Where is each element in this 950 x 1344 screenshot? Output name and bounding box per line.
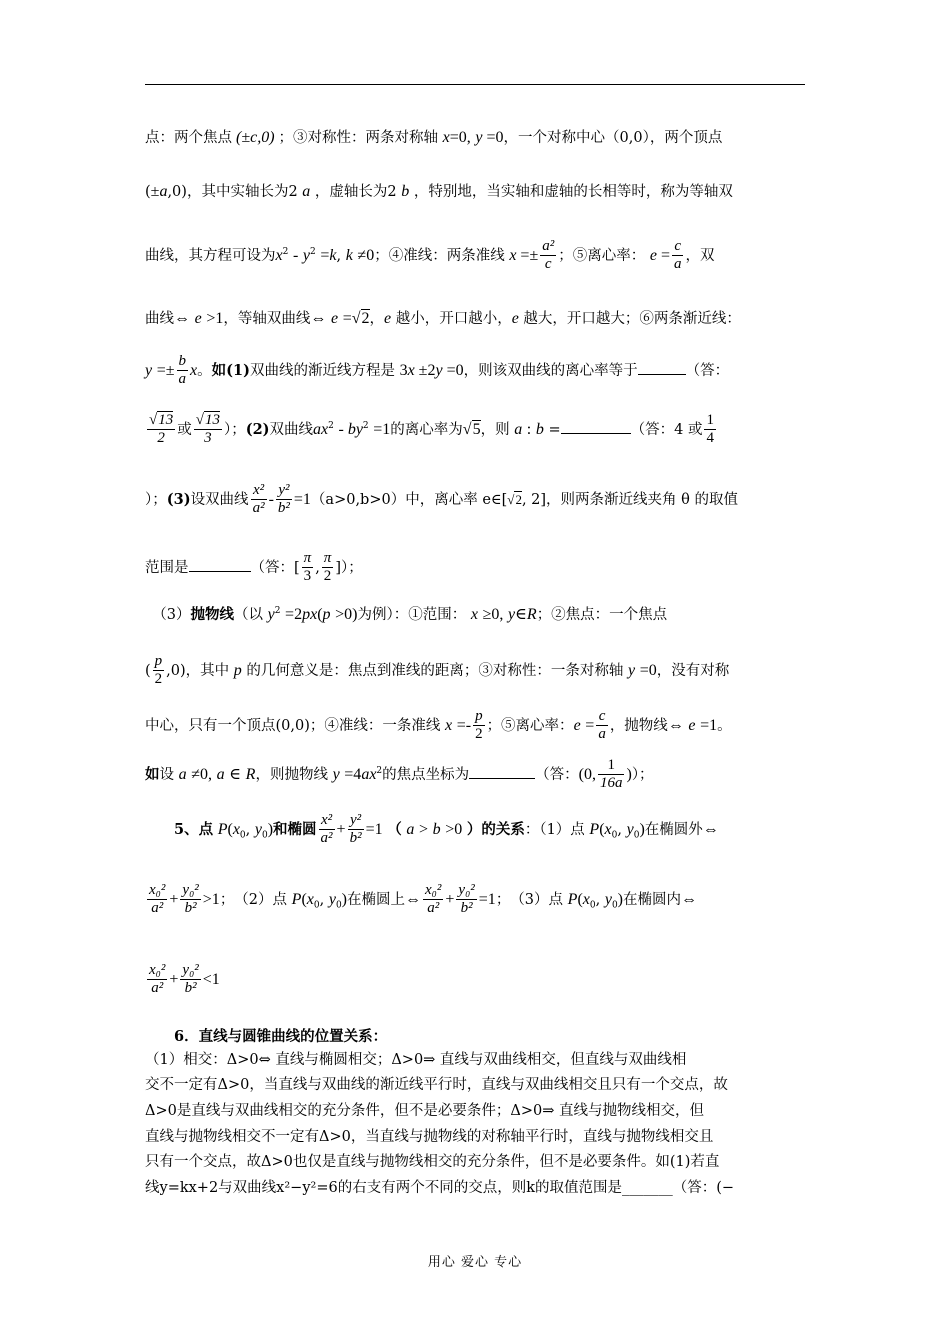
text-line: 范围是 （答：[ $\frac{\pi}{3}$ , $\frac{\pi}{2}$ ]）； [145, 550, 363, 585]
text-line: （3）抛物线（以 $y^2 =2px(p >0)$为例）：①范围： x ≥0, y∈R；②焦点：一个焦点 [145, 606, 668, 623]
text-line: 5、点 $P(x_0$, $y_0$)和椭圆 $\frac{\text{x²}}{\text{a²}}$ + $\frac{\text{y²}}{\text{b²}}$ =1 （ a > b >0 ）的关系：（1）点 $P(x_0$, $y_0$)在椭圆外⇔ [174, 812, 719, 847]
text-line: 点：两个焦点 (±c,0) ；③对称性：两条对称轴 x=0, y =0，一个对称中心（0,0），两个顶点 [145, 129, 723, 146]
text-line: 中心，只有一个顶点(0,0)；④准线：一条准线 x =- $\frac{p}{2}$ ；⑤离心率：e = $\frac{c}{a}$ ，抛物线⇔ e =1。 [145, 708, 732, 743]
text-line: 如设 a ≠0, a ∈ R，则抛物线 $y =4ax^2$的焦点坐标为 （答：(0, $\frac{1}{16a}$ )）； [145, 757, 654, 792]
text-line: 曲线，其方程可设为$x^2 - y^2 =k$, k ≠0；④准线：两条准线 x =± $\frac{\text{a²}}{c}$ ；⑤离心率： e = $\frac{c}{a}$ ，双 [145, 238, 715, 273]
text-line: (±a,0)，其中实轴长为2 a ，虚轴长为2 b ，特别地，当实轴和虚轴的长相等时，称为等轴双 [145, 183, 733, 200]
text-line: 曲线⇔ e >1，等轴双曲线⇔ e =√2，e 越小，开口越小，e 越大，开口越大；⑥两条渐近线： [145, 310, 741, 327]
text-line: （1）相交：Δ>0⇔ 直线与椭圆相交；Δ>0⇒ 直线与双曲线相交，但直线与双曲线相 [145, 1052, 687, 1068]
text-line: 交不一定有Δ>0，当直线与双曲线的渐近线平行时，直线与双曲线相交且只有一个交点，故 [145, 1077, 728, 1093]
section-heading: 6．直线与圆锥曲线的位置关系： [145, 1028, 388, 1045]
text-line: $\frac{\text{x₀²}}{\text{a²}}$ + $\frac{\text{y₀²}}{\text{b²}}$ >1； （2）点 $P(x_0$, $y_0$)在椭圆上⇔ $\frac{\text{x₀²}}{\text{a²}}$ + $\frac{\text{y₀²}}{\text{b²}}$ =1； （3）点 $P(x_0$, $y_0$)在椭圆内⇔ [149, 882, 697, 917]
text-line: 只有一个交点，故Δ>0也仅是直线与抛物线相交的充分条件，但不是必要条件。如(1)若直 [145, 1154, 720, 1170]
page-footer: 用心 爱心 专心 [427, 1255, 523, 1270]
text-line: 直线与抛物线相交不一定有Δ>0，当直线与抛物线的对称轴平行时，直线与抛物线相交且 [145, 1129, 714, 1145]
text-line: $\frac{√13}{2}$ 或 $\frac{√13}{3}$ ）；(2)双曲线$ax^2 - by^2 =1$的离心率为√5，则 a : b = （答：4 或 $\frac{1}{4}$ [149, 412, 714, 447]
text-line: $\frac{\text{x₀²}}{\text{a²}}$ + $\frac{\text{y₀²}}{\text{b²}}$ <1 [149, 962, 220, 997]
text-line: y =± $\frac{b}{a}$ x。如(1)双曲线的渐近线方程是 3x ±2y =0，则该双曲线的离心率等于 （答： [145, 353, 730, 388]
text-line: ( $\frac{p}{2}$ ,0)，其中 p 的几何意义是：焦点到准线的距离；③对称性：一条对称轴 y =0，没有对称 [145, 653, 730, 688]
header-rule [145, 84, 805, 85]
text-line: ）；(3)设双曲线 $\frac{\text{x²}}{\text{a²}}$ - $\frac{\text{y²}}{\text{b²}}$ =1（a>0,b>0）中，离心率 e∈[√2, 2]，则两条渐近线夹角 θ 的取值 [145, 482, 738, 517]
text-line: Δ>0是直线与双曲线相交的充分条件，但不是必要条件；Δ>0⇒ 直线与抛物线相交，但 [145, 1103, 704, 1119]
text-line: 线y=kx+2与双曲线x²−y²=6的右支有两个不同的交点，则k的取值范围是_______（答：(− [145, 1180, 735, 1196]
